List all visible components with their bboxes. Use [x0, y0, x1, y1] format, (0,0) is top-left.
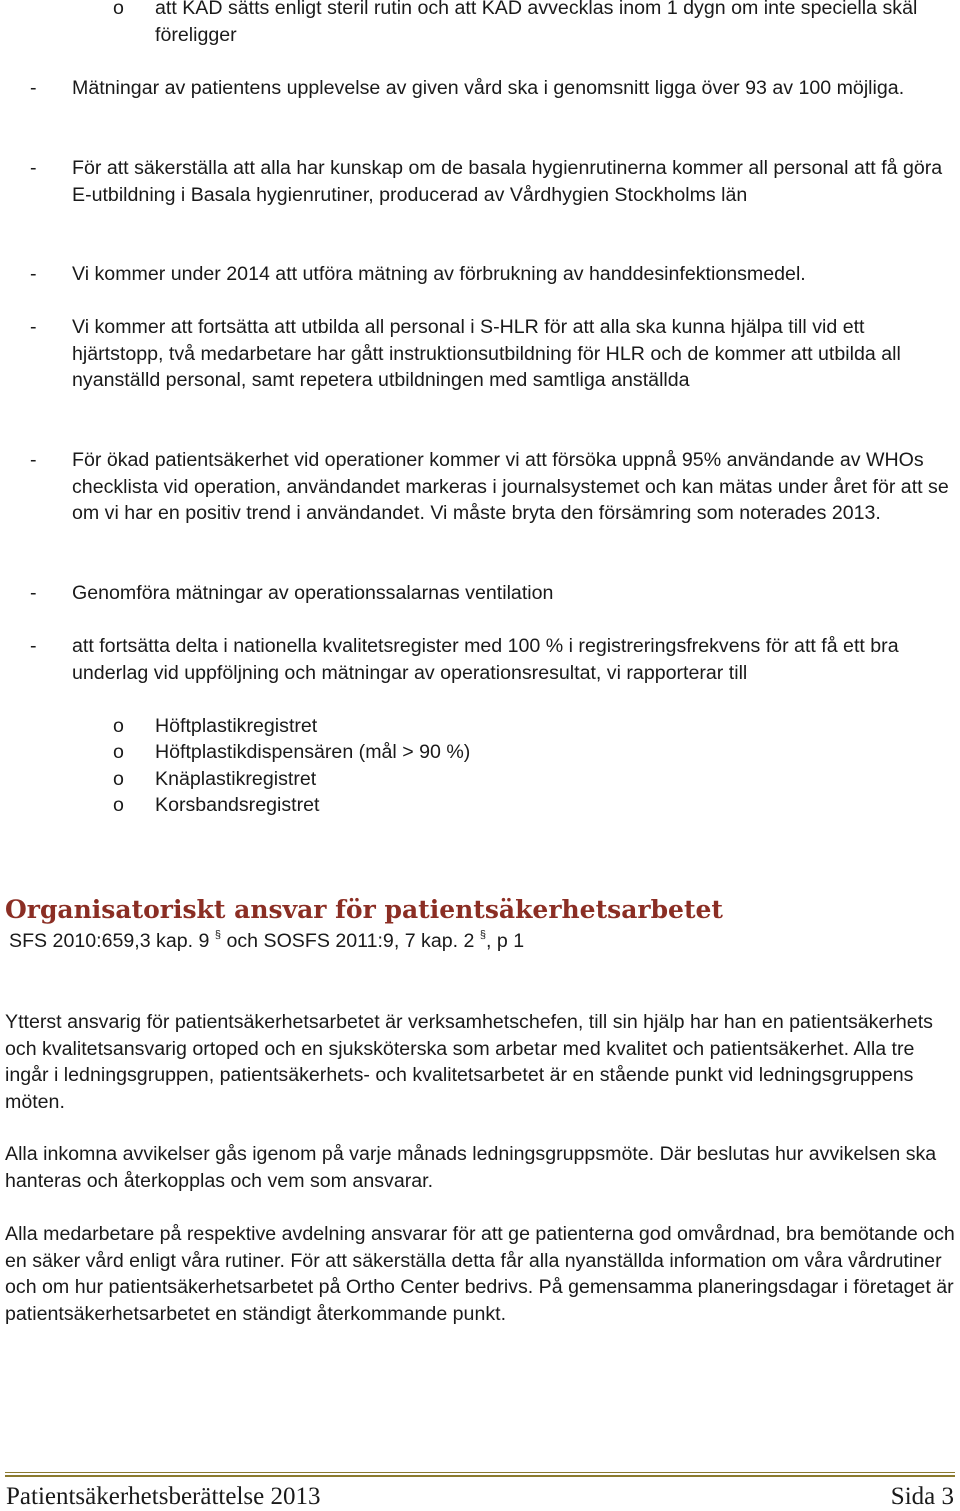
list-item	[113, 713, 933, 740]
list-marker: -	[30, 263, 37, 285]
list-item	[30, 314, 960, 394]
list-marker: -	[30, 449, 37, 471]
list-item-text: Vi kommer under 2014 att utföra mätning av förbrukning av handdesinfektionsmedel.	[72, 263, 806, 285]
page-number: Sida 3	[890, 1483, 954, 1510]
list-marker: -	[30, 157, 37, 179]
register-name: Korsbandsregistret	[155, 794, 320, 816]
paragraph-sign: §	[479, 929, 487, 941]
list-marker: -	[30, 77, 37, 99]
register-name: Höftplastikdispensären (mål > 90 %)	[155, 741, 471, 763]
list-item	[30, 75, 960, 102]
list-item	[113, 0, 933, 48]
law-reference	[9, 929, 524, 953]
list-item-text: Mätningar av patientens upplevelse av given vård ska i genomsnitt ligga över 93 av 100 möjliga.	[72, 77, 905, 99]
list-marker: -	[30, 582, 37, 604]
list-item-text: För ökad patientsäkerhet vid operationer kommer vi att försöka uppnå 95% användande av WHOs checklista vid operation, användandet markeras i journalsystemet och kan mätas under året för att se om vi har en positiv trend i användandet. Vi måste bryta den försämring som noterades 2013.	[72, 449, 949, 525]
footer-rule	[5, 1472, 955, 1473]
law-reference-part: och SOSFS 2011:9, 7 kap. 2	[221, 930, 480, 952]
list-marker: -	[30, 635, 37, 657]
footer-title: Patientsäkerhetsberättelse 2013	[6, 1483, 321, 1510]
body-paragraph: Alla inkomna avvikelser gås igenom på varje månads ledningsgruppsmöte. Där beslutas hur avvikelsen ska hanteras och återkopplas och vem som ansvarar.	[5, 1143, 937, 1192]
list-item	[30, 155, 960, 208]
list-item	[30, 447, 960, 527]
list-item-text: att KAD sätts enligt steril rutin och att KAD avvecklas inom 1 dygn om inte speciella skäl föreligger	[155, 0, 918, 46]
list-item-text: Vi kommer att fortsätta att utbilda all personal i S-HLR för att alla ska kunna hjälpa till vid ett hjärtstopp, två medarbetare har gått instruktionsutbildning för HLR och de kommer att utbilda all nyanställd personal, samt repetera utbildningen med samtliga anställda	[72, 316, 901, 392]
section-heading: Organisatoriskt ansvar för patientsäkerhetsarbetet	[5, 895, 723, 924]
law-reference-part: , p 1	[486, 930, 525, 952]
body-paragraph: Alla medarbetare på respektive avdelning ansvarar för att ge patienterna god omvårdnad, bra bemötande och en säker vård enligt våra rutiner. För att säkerställa detta får alla nyanställda information om våra vårdrutiner och om hur patientsäkerhetsarbetet på Ortho Center bedrivs. På gemensamma planeringsdagar i företaget är patientsäkerhetsarbetet en ständigt återkommande punkt.	[5, 1223, 955, 1325]
list-marker: o	[113, 715, 124, 737]
footer-rule	[5, 1475, 955, 1477]
law-reference-part: SFS 2010:659,3 kap. 9	[9, 930, 215, 952]
list-item	[113, 739, 933, 766]
list-marker: o	[113, 794, 124, 816]
list-item	[30, 261, 960, 288]
list-marker: o	[113, 0, 124, 19]
list-marker: o	[113, 768, 124, 790]
list-item	[30, 633, 960, 686]
body-paragraph: Ytterst ansvarig för patientsäkerhetsarbetet är verksamhetschefen, till sin hjälp har han en patientsäkerhets och kvalitetsansvarig ortoped och en sjuksköterska som arbetar med kvalitet och patientsäkerhet. Alla tre ingår i ledningsgruppen, patientsäkerhets- och kvalitetsarbetet är en stående punkt vid ledningsgruppens möten.	[5, 1011, 933, 1113]
list-item	[113, 766, 933, 793]
paragraph-sign: §	[214, 929, 222, 941]
register-name: Knäplastikregistret	[155, 768, 317, 790]
list-item	[30, 580, 960, 607]
list-item-text: För att säkerställa att alla har kunskap om de basala hygienrutinerna kommer all personal att få göra E-utbildning i Basala hygienrutiner, producerad av Vårdhygien Stockholms län	[72, 157, 943, 206]
list-item	[113, 792, 933, 819]
list-item-text: att fortsätta delta i nationella kvalitetsregister med 100 % i registreringsfrekvens för att få ett bra underlag vid uppföljning och mätningar av operationsresultat, vi rapporterar till	[72, 635, 899, 684]
list-marker: o	[113, 741, 124, 763]
list-item-text: Genomföra mätningar av operationssalarnas ventilation	[72, 582, 554, 604]
register-name: Höftplastikregistret	[155, 715, 318, 737]
list-marker: -	[30, 316, 37, 338]
